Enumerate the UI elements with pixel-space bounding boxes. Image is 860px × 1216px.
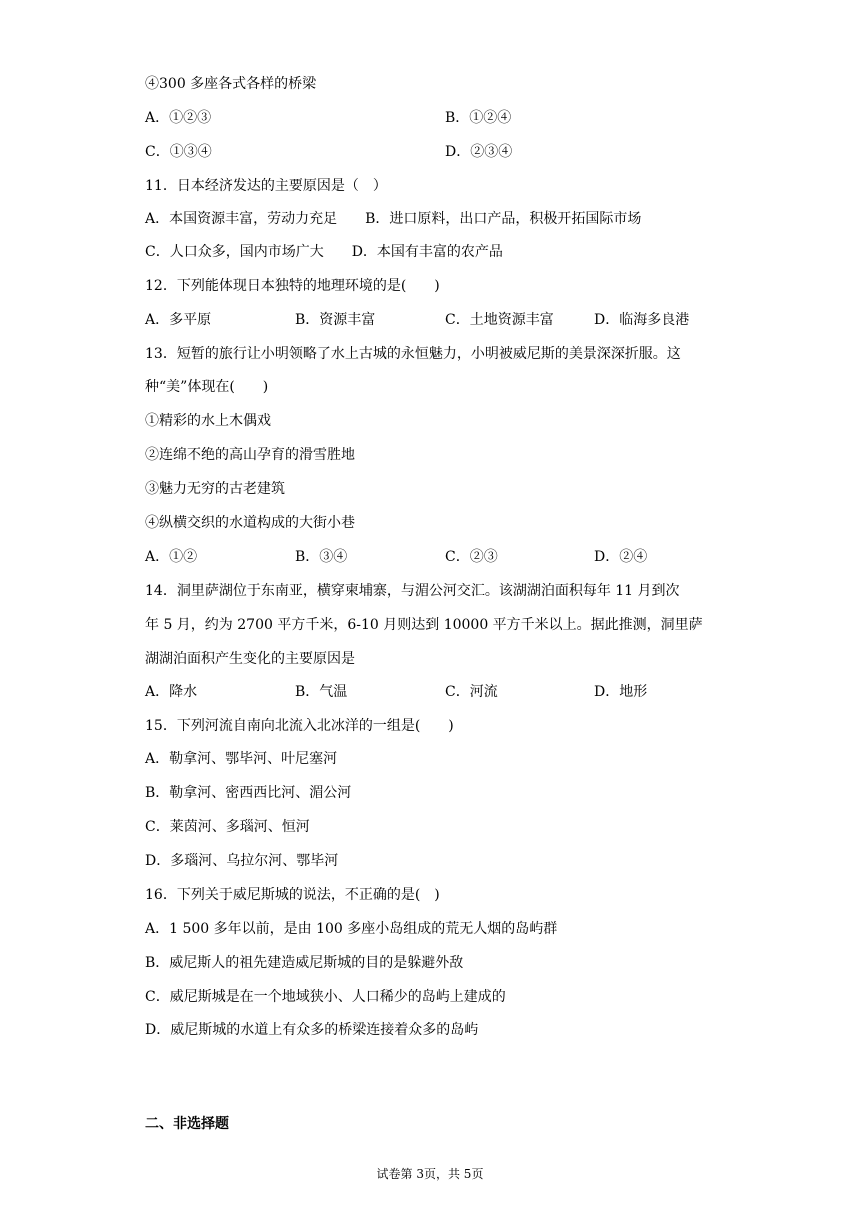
q13-stem-line1: 13．短暂的旅行让小明领略了水上古城的永恒魅力，小明被威尼斯的美景深深折服。这 — [145, 346, 681, 362]
q10-option-d: D．②③④ — [445, 144, 513, 160]
q16-option-a: A．1 500 多年以前，是由 100 多座小岛组成的荒无人烟的岛屿群 — [145, 921, 558, 937]
q13-item-1: ①精彩的水上木偶戏 — [145, 413, 271, 429]
section-heading: 二、非选择题 — [145, 1116, 229, 1132]
q13-option-d: D．②④ — [594, 549, 648, 565]
q10-item-4: ④300 多座各式各样的桥梁 — [145, 76, 317, 92]
q13-option-b: B．③④ — [295, 549, 348, 565]
q12-option-a: A．多平原 — [145, 312, 212, 328]
q13-stem-line2: 种“美”体现在( ) — [145, 379, 269, 395]
q13-option-c: C．②③ — [445, 549, 498, 565]
page-footer: 试卷第 3页，共 5页 — [376, 1167, 484, 1181]
q16-option-b: B．威尼斯人的祖先建造威尼斯城的目的是躲避外敌 — [145, 955, 464, 971]
q14-stem-line1: 14．洞里萨湖位于东南亚，横穿柬埔寨，与湄公河交汇。该湖湖泊面积每年 11 月到次 — [145, 583, 680, 599]
q13-item-3: ③魅力无穷的古老建筑 — [145, 481, 285, 497]
q11-options-ab: A．本国资源丰富，劳动力充足 B．进口原料，出口产品，积极开拓国际市场 — [145, 211, 642, 227]
q15-stem: 15．下列河流自南向北流入北冰洋的一组是( ) — [145, 718, 454, 734]
q14-stem-line3: 湖湖泊面积产生变化的主要原因是 — [145, 651, 355, 667]
q16-option-d: D．威尼斯城的水道上有众多的桥梁连接着众多的岛屿 — [145, 1022, 479, 1038]
q10-option-c: C．①③④ — [145, 144, 212, 160]
q14-option-c: C．河流 — [445, 684, 498, 700]
q14-stem-line2: 年 5 月，约为 2700 平方千米，6-10 月则达到 10000 平方千米以上。据此推测，洞里萨 — [145, 617, 703, 633]
q15-option-d: D．多瑙河、乌拉尔河、鄂毕河 — [145, 853, 339, 869]
q16-stem: 16．下列关于威尼斯城的说法，不正确的是( ) — [145, 887, 440, 903]
q10-option-b: B．①②④ — [445, 110, 512, 126]
q11-stem: 11．日本经济发达的主要原因是（ ） — [145, 178, 387, 194]
q10-option-a: A．①②③ — [145, 110, 212, 126]
q12-option-b: B．资源丰富 — [295, 312, 376, 328]
q11-options-cd: C．人口众多，国内市场广大 D．本国有丰富的农产品 — [145, 244, 503, 260]
q13-option-a: A．①② — [145, 549, 198, 565]
q14-option-d: D．地形 — [594, 684, 648, 700]
q13-item-4: ④纵横交织的水道构成的大街小巷 — [145, 515, 355, 531]
q12-option-c: C．土地资源丰富 — [445, 312, 554, 328]
q16-option-c: C．威尼斯城是在一个地域狭小、人口稀少的岛屿上建成的 — [145, 989, 506, 1005]
q14-option-a: A．降水 — [145, 684, 198, 700]
q15-option-b: B．勒拿河、密西西比河、湄公河 — [145, 785, 352, 801]
q12-option-d: D．临海多良港 — [594, 312, 690, 328]
q15-option-c: C．莱茵河、多瑙河、恒河 — [145, 819, 310, 835]
q12-stem: 12．下列能体现日本独特的地理环境的是( ) — [145, 278, 440, 294]
q14-option-b: B．气温 — [295, 684, 348, 700]
q15-option-a: A．勒拿河、鄂毕河、叶尼塞河 — [145, 751, 338, 767]
q13-item-2: ②连绵不绝的高山孕育的滑雪胜地 — [145, 447, 355, 463]
